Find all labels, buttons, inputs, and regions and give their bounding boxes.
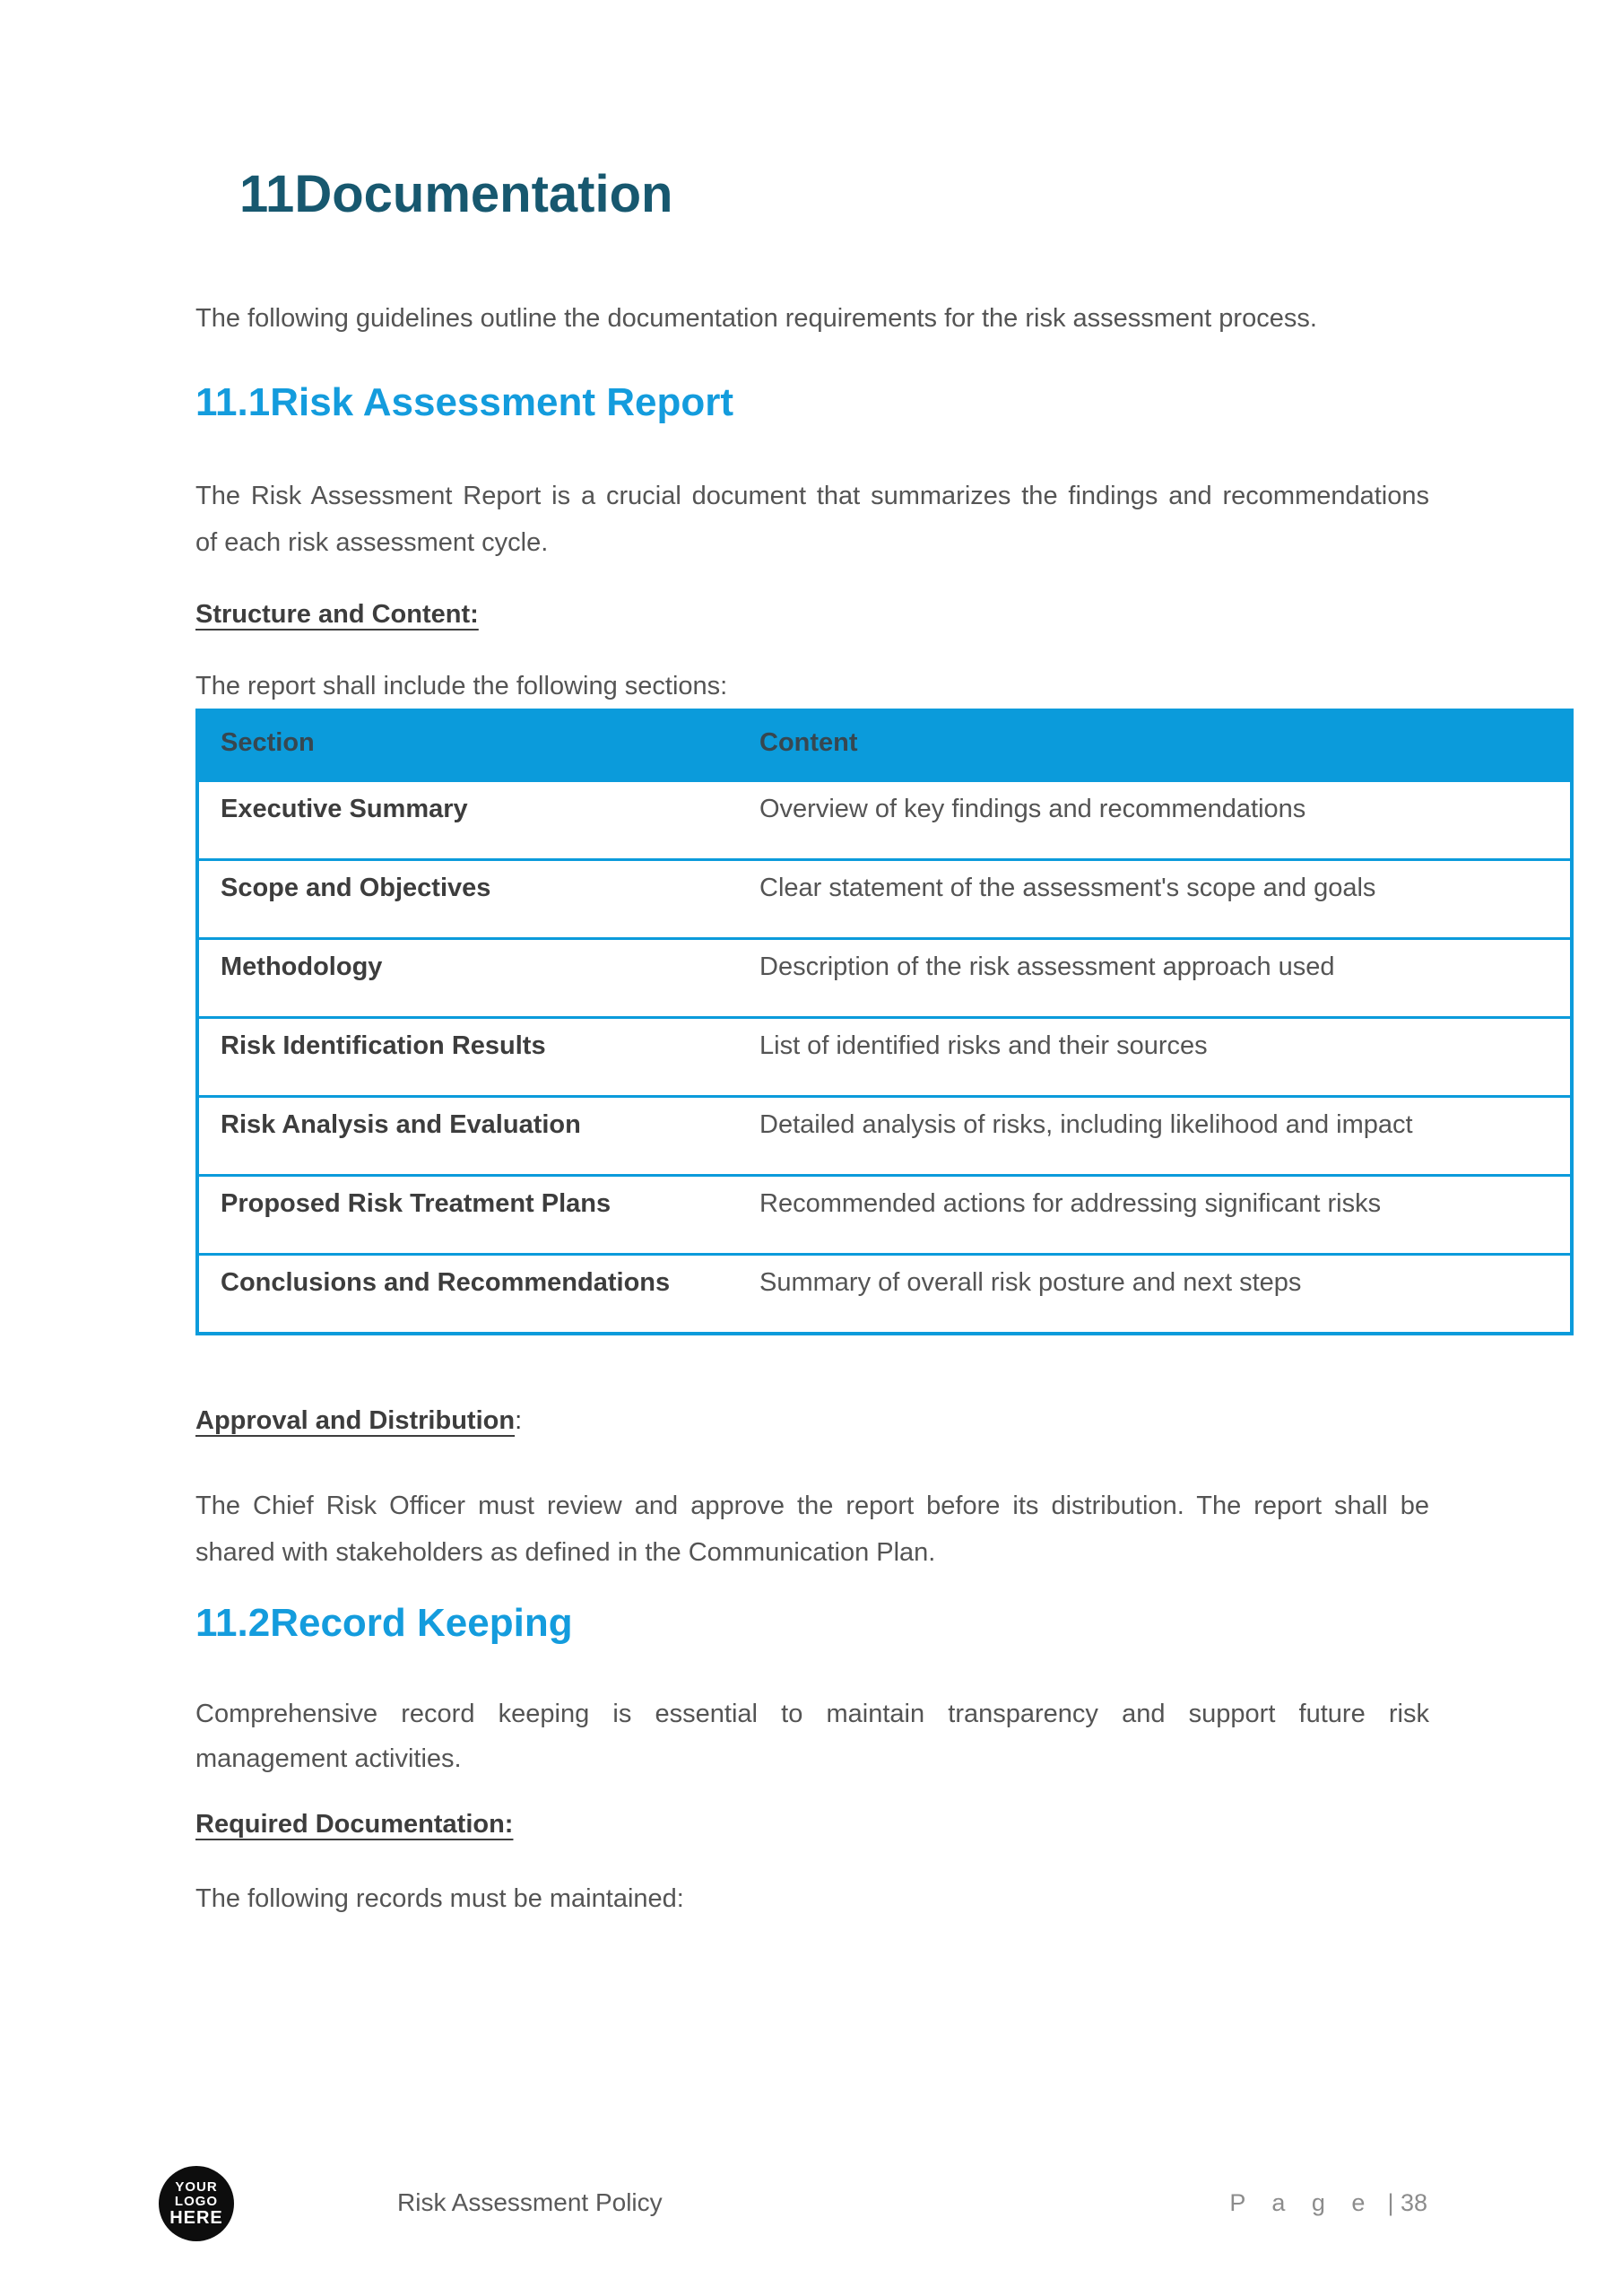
intro-paragraph: The following guidelines outline the documentation requirements for the risk assessment process. <box>195 304 1317 333</box>
your-logo-here-logo <box>159 2166 234 2241</box>
row-content-cell: Detailed analysis of risks, including likelihood and impact <box>759 1110 1413 1139</box>
structure-content-text: Structure and Content: <box>195 600 479 629</box>
table-lead-text: The report shall include the following sections: <box>195 672 728 700</box>
logo-text-line: HERE <box>169 2207 223 2228</box>
row-section-cell: Conclusions and Recommendations <box>221 1268 671 1297</box>
page-label: P a g e <box>1229 2189 1375 2216</box>
page-number-value: | 38 <box>1387 2189 1427 2216</box>
required-documentation-text: Required Documentation: <box>195 1810 514 1839</box>
approval-distribution-text: Approval and Distribution <box>195 1406 516 1435</box>
heading-11-2: 11.2Record Keeping <box>195 1601 573 1645</box>
row-section-cell: Risk Analysis and Evaluation <box>221 1110 581 1139</box>
row-section-cell: Methodology <box>221 952 383 981</box>
logo-text-line: LOGO <box>174 2193 219 2209</box>
header-cell-content: Content <box>759 728 858 757</box>
table-header-row <box>199 709 1570 779</box>
report-sections-table <box>195 709 1574 1335</box>
report-description-paragraph <box>195 473 1429 566</box>
logo-text-line: YOUR <box>175 2179 218 2195</box>
header-cell-section: Section <box>221 728 315 757</box>
table-row <box>199 1016 1570 1095</box>
table-row <box>199 779 1570 858</box>
required-documentation-label <box>195 1810 513 1839</box>
row-content-cell: Clear statement of the assessment's scope and goals <box>759 874 1376 902</box>
paragraph-line: shared with stakeholders as defined in the Communication Plan. <box>195 1538 936 1567</box>
records-lead-text: The following records must be maintained: <box>195 1884 684 1913</box>
paragraph-line: Comprehensive record keeping is essential to maintain transparency and support future risk <box>195 1700 1429 1728</box>
paragraph-line: The Chief Risk Officer must review and approve the report before its distribution. The report shall be <box>195 1492 1429 1520</box>
footer-page-number <box>1229 2189 1427 2217</box>
row-content-cell: List of identified risks and their sources <box>759 1031 1208 1060</box>
row-section-cell: Risk Identification Results <box>221 1031 546 1060</box>
table-row <box>199 1253 1570 1332</box>
table-row <box>199 858 1570 937</box>
paragraph-line: of each risk assessment cycle. <box>195 528 549 557</box>
paragraph-line: The Risk Assessment Report is a crucial document that summarizes the findings and recommendations <box>195 482 1429 510</box>
approval-paragraph <box>195 1483 1429 1576</box>
footer-document-title: Risk Assessment Policy <box>397 2188 663 2216</box>
table-row <box>199 937 1570 1016</box>
heading-11-1: 11.1Risk Assessment Report <box>195 380 733 424</box>
table-row <box>199 1174 1570 1253</box>
approval-colon: : <box>515 1406 523 1435</box>
approval-distribution-label <box>195 1406 522 1436</box>
record-keeping-paragraph <box>195 1692 1429 1781</box>
section-title: 11Documentation <box>239 165 673 223</box>
row-content-cell: Summary of overall risk posture and next steps <box>759 1268 1302 1297</box>
row-content-cell: Recommended actions for addressing significant risks <box>759 1189 1382 1218</box>
paragraph-line: management activities. <box>195 1744 462 1773</box>
row-content-cell: Overview of key findings and recommendations <box>759 795 1306 823</box>
row-section-cell: Scope and Objectives <box>221 874 491 902</box>
row-section-cell: Proposed Risk Treatment Plans <box>221 1189 612 1218</box>
structure-content-label <box>195 600 479 630</box>
row-section-cell: Executive Summary <box>221 795 468 823</box>
row-content-cell: Description of the risk assessment approach used <box>759 952 1335 981</box>
table-row <box>199 1095 1570 1174</box>
